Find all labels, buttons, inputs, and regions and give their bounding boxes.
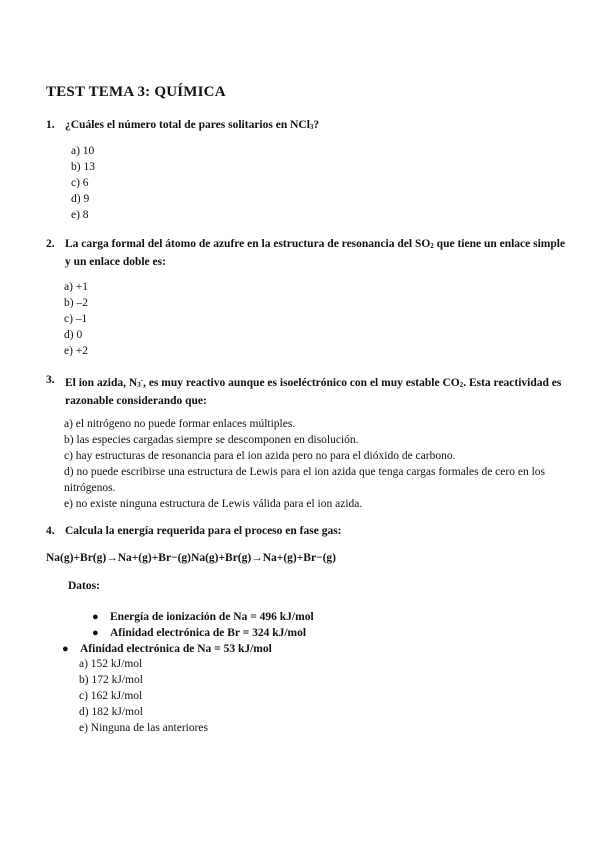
- question-3: [46, 372, 576, 407]
- option-a: a) 152 kJ/mol: [79, 658, 143, 670]
- question-1: [46, 117, 576, 133]
- question-1-options: [71, 143, 95, 223]
- bullet-icon: ●: [92, 627, 99, 639]
- option-c: c) –1: [64, 313, 88, 325]
- datos-label: Datos:: [68, 580, 100, 592]
- option-a: a) 10: [71, 145, 95, 157]
- question-text: La carga formal del átomo de azufre en la estructura de resonancia del $SO_2$ que tiene un enlace simple y un enlace doble es:: [65, 238, 566, 268]
- option-e: e) no existe ninguna estructura de Lewis válida para el ion azida.: [64, 498, 363, 510]
- question-number: 3.: [46, 374, 55, 386]
- option-e: e) 8: [71, 209, 89, 221]
- option-c: c) 162 kJ/mol: [79, 690, 143, 702]
- option-c: c) hay estructuras de resonancia para el ion azida pero no para el dióxido de carbono.: [64, 450, 456, 462]
- page-title: TEST TEMA 3: QUÍMICA: [46, 84, 226, 100]
- question-text: ¿Cuáles el número total de pares solitarios en NCl$_3$?: [65, 119, 320, 131]
- question-text: Calcula la energía requerida para el proceso en fase gas:: [65, 525, 342, 537]
- option-d: d) no puede escribirse una estructura de Lewis para el ion azida que tenga cargas formales de cero en los nitrógenos.: [64, 466, 545, 494]
- bullet-icon: ●: [62, 643, 69, 655]
- question-3-options: [64, 416, 569, 512]
- reaction-equation: Na(g)+Br(g)→Na+(g)+Br−(g)Na(g)+Br(g)→Na+(g)+Br−(g): [46, 552, 337, 564]
- option-b: b) 13: [71, 161, 95, 173]
- option-d: d) 0: [64, 329, 83, 341]
- question-number: 2.: [46, 238, 55, 250]
- question-number: 1.: [46, 119, 55, 131]
- option-b: b) 172 kJ/mol: [79, 674, 143, 686]
- option-a: a) el nitrógeno no puede formar enlaces múltiples.: [64, 418, 296, 430]
- option-d: d) 182 kJ/mol: [79, 706, 143, 718]
- option-d: d) 9: [71, 193, 90, 205]
- option-b: b) –2: [64, 297, 88, 309]
- option-e: e) +2: [64, 345, 89, 357]
- question-text: El ion azida, $N_3^-$, es muy reactivo aunque es isoeléctrónico con el muy estable $CO_2$. Esta reactividad es razonable considerando que:: [65, 376, 562, 407]
- option-b: b) las especies cargadas siempre se descomponen en disolución.: [64, 434, 359, 446]
- option-a: a) +1: [64, 281, 89, 293]
- option-e: e) Ninguna de las anteriores: [79, 722, 209, 734]
- question-4-options: [79, 656, 208, 736]
- question-2: [46, 236, 576, 268]
- option-c: c) 6: [71, 177, 89, 189]
- bullet-icon: ●: [92, 611, 99, 623]
- question-number: 4.: [46, 525, 55, 537]
- question-4: [46, 523, 576, 539]
- question-2-options: [64, 279, 88, 359]
- document-page: TEST TEMA 3: QUÍMICA 1. ¿Cuáles el número total de pares solitarios en NCl$_3$? a) 10 b) 13 c) 6 d) 9 e) 8 2. La carga formal del átomo de azufre en la estructura de resonancia del $SO_2$ que tiene un enlace simple y un enlace doble es: a) +1 b) –2 c) –1 d) 0 e) +2 3. El ion azida, $N_3^-$, es muy reactivo aunque es isoeléctrónico con el muy estable $CO_2$. Esta reactividad es razonable considerando que: a) el nitrógeno no puede formar enlaces múltiples. b) las especies cargadas siempre se descomponen en disolución. c) hay estructuras de resonancia para el ion azida pero no para el dióxido de carbono. d) no puede escribirse una estructura de Lewis para el ion azida que tenga cargas formales de cero en los nitrógenos. e) no existe ninguna estructura de Lewis válida para el ion azida. 4. Calcula la energía requerida para el proceso en fase gas: Na(g)+Br(g)→Na+(g)+Br−(g)Na(g)+Br(g)→Na+(g)+Br−(g) Datos: ● Energía de ionización de Na = 496 kJ/mol ● Afinidad electrónica de Br = 324 kJ/mol ● Afinidad electrónica de Na = 53 kJ/mol a) 152 kJ/mol b) 172 kJ/mol c) 162 kJ/mol d) 182 kJ/mol e) Ninguna de las anteriores: [0, 0, 600, 848]
